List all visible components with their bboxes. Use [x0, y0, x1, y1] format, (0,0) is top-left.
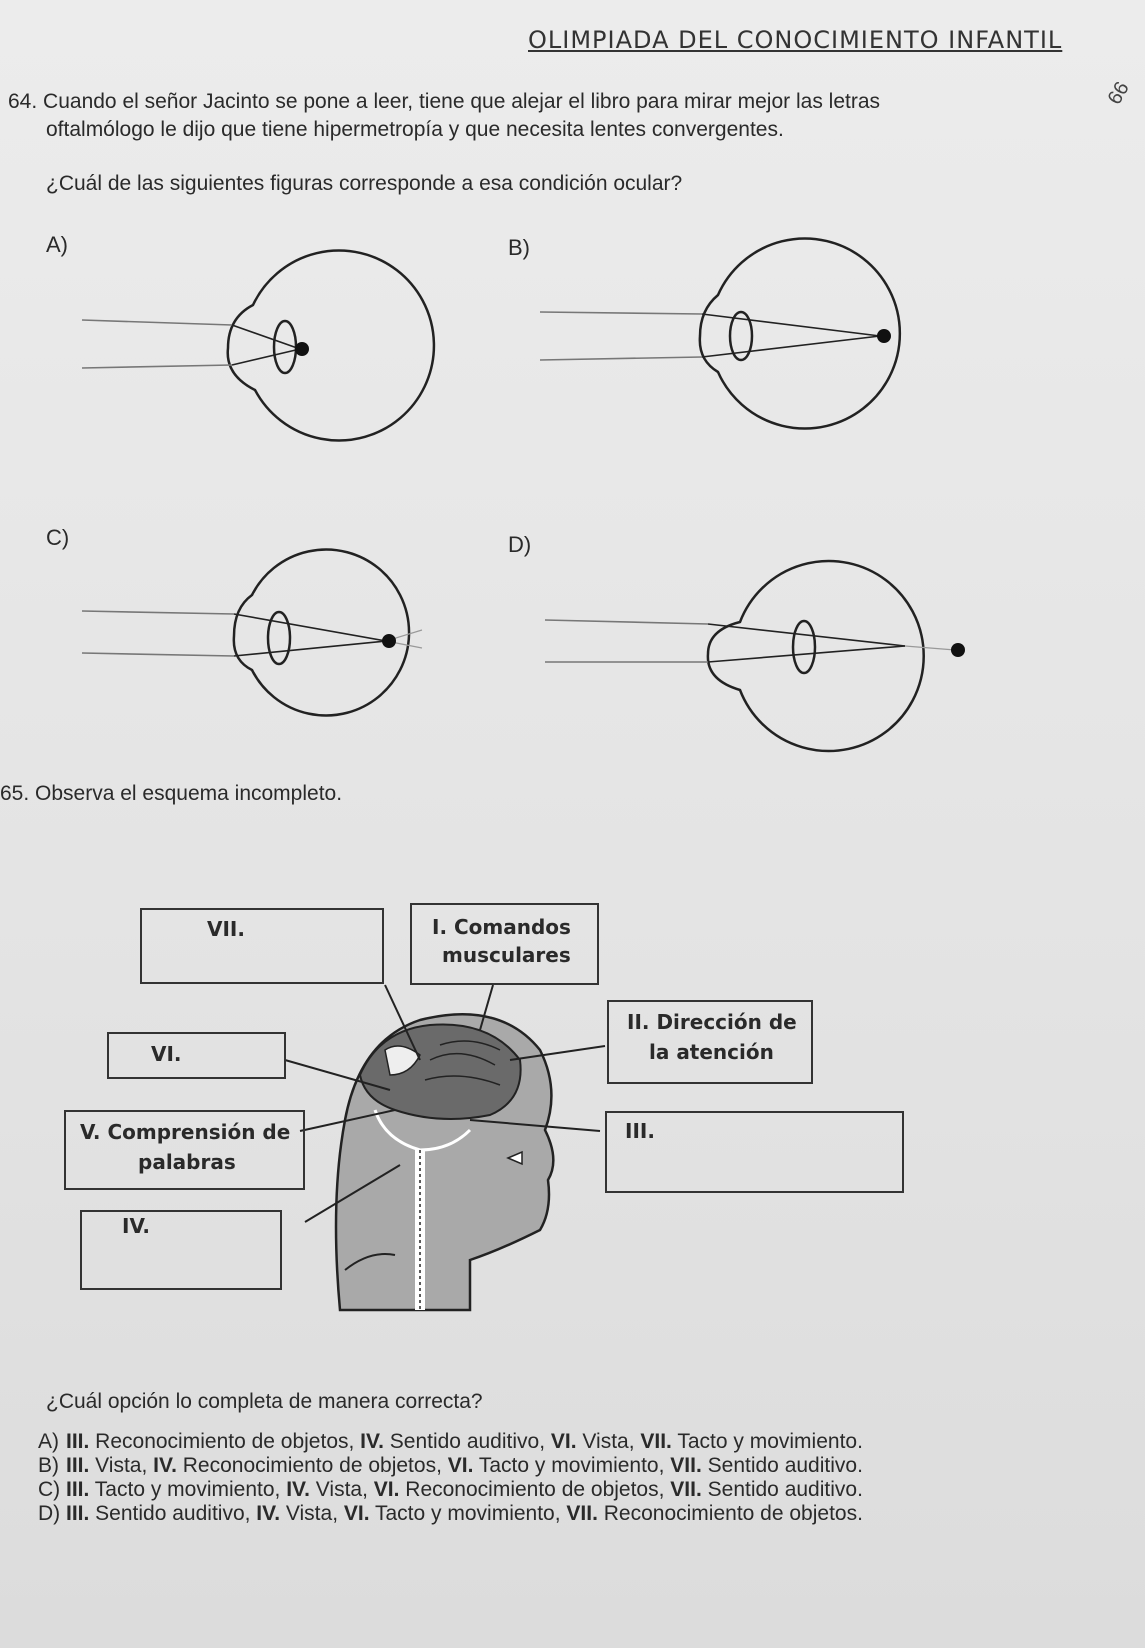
box-vii [140, 908, 384, 984]
box-ii [607, 1000, 813, 1084]
page-number: 66 [1103, 78, 1134, 109]
box-iii-label: III. [625, 1119, 655, 1143]
box-ii-line2: la atención [649, 1040, 774, 1064]
answer-options [38, 1430, 1118, 1526]
question-65-ask: ¿Cuál opción lo completa de manera correcta? [46, 1390, 483, 1413]
question-65-number: 65. [0, 782, 30, 805]
question-64-line2: oftalmólogo le dijo que tiene hipermetropía y que necesita lentes convergentes. [46, 118, 784, 141]
question-65-line: Observa el esquema incompleto. [35, 782, 343, 805]
box-v [64, 1110, 305, 1190]
option-c-label: C) [46, 525, 70, 550]
question-64-ask: ¿Cuál de las siguientes figuras corresponde a esa condición ocular? [46, 172, 683, 195]
answer-option[interactable]: A) III. Reconocimiento de objetos, IV. Sentido auditivo, VI. Vista, VII. Tacto y movimiento. [38, 1430, 863, 1453]
box-i-line1: I. Comandos [432, 915, 571, 939]
box-i-line2: musculares [442, 943, 571, 967]
answer-option[interactable]: B) III. Vista, IV. Reconocimiento de objetos, VI. Tacto y movimiento, VII. Sentido auditivo. [38, 1454, 863, 1477]
page-header: OLIMPIADA DEL CONOCIMIENTO INFANTIL [528, 26, 1063, 54]
box-iii [605, 1111, 904, 1193]
box-iv [80, 1210, 282, 1290]
box-v-line1: V. Comprensión de [80, 1120, 291, 1144]
answer-option[interactable]: C) III. Tacto y movimiento, IV. Vista, VI. Reconocimiento de objetos, VII. Sentido auditivo. [38, 1478, 863, 1501]
question-64-number: 64. [8, 90, 38, 113]
answer-option[interactable]: D) III. Sentido auditivo, IV. Vista, VI. Tacto y movimiento, VII. Reconocimiento de objetos. [38, 1502, 863, 1525]
box-v-line2: palabras [138, 1150, 236, 1174]
question-64-line1: Cuando el señor Jacinto se pone a leer, tiene que alejar el libro para mirar mejor las letras [43, 90, 881, 113]
option-b-label: B) [508, 235, 530, 260]
box-vi [107, 1032, 286, 1079]
box-vii-label: VII. [207, 917, 245, 941]
box-i [410, 903, 599, 985]
box-vi-label: VI. [151, 1042, 182, 1066]
box-iv-label: IV. [122, 1214, 150, 1238]
option-d-label: D) [508, 532, 532, 557]
option-a-label: A) [46, 232, 68, 257]
box-ii-line1: II. Dirección de [627, 1010, 797, 1034]
